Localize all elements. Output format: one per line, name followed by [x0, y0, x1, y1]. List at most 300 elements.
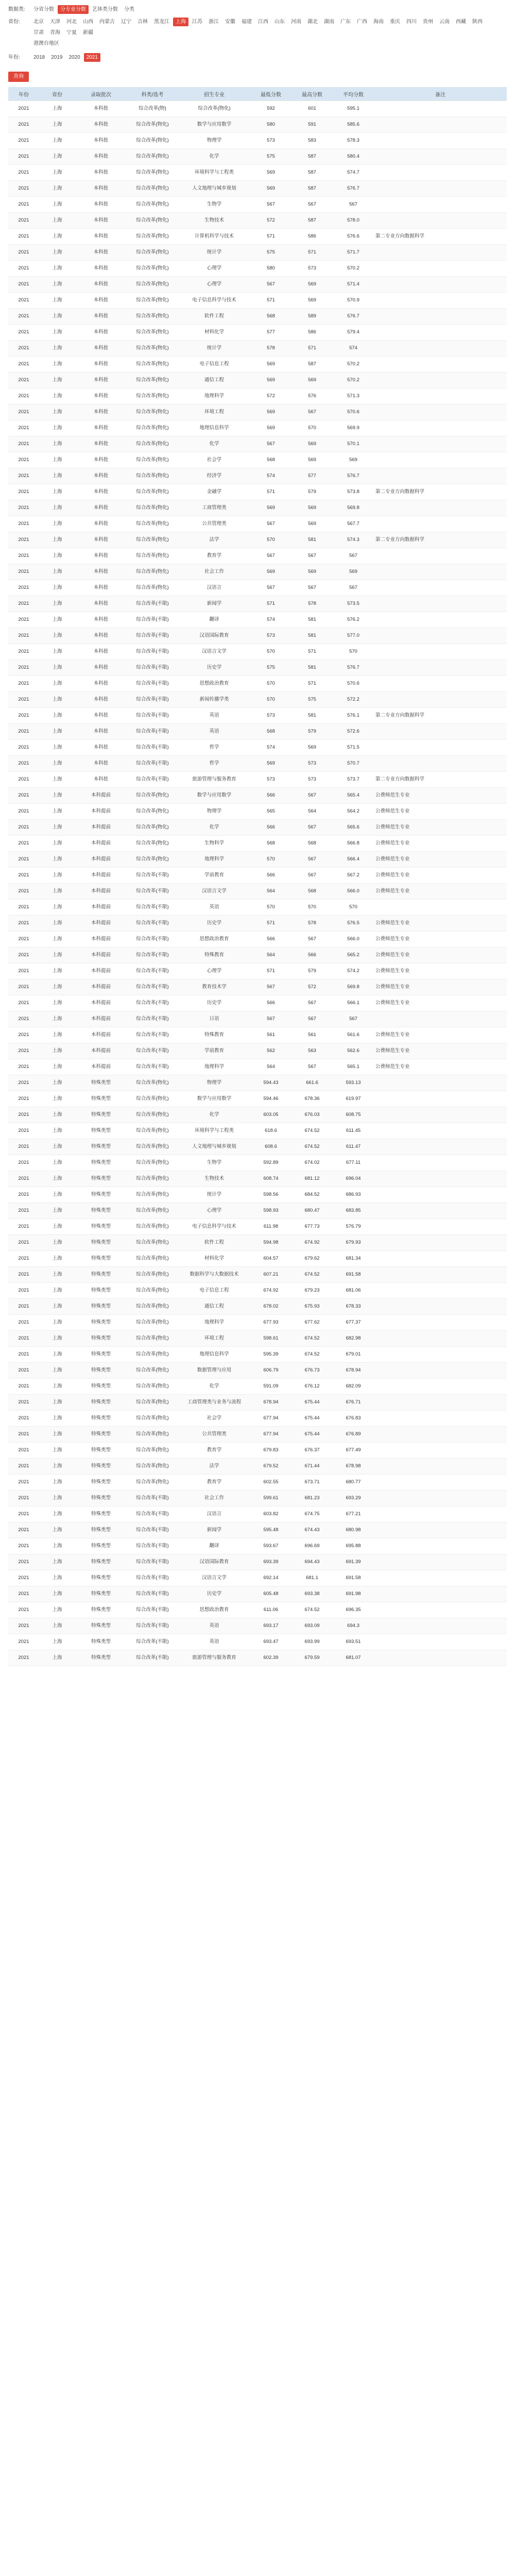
cell-note: 第二专业方向数据科学 [374, 229, 507, 245]
cell-max-score: 680.47 [291, 1203, 333, 1219]
cell-year: 2021 [8, 548, 39, 564]
table-row [8, 1187, 507, 1203]
cell-max-score: 573 [291, 261, 333, 277]
cell-subject-type: 综合改革(物化) [127, 564, 178, 580]
cell-province: 上海 [39, 229, 75, 245]
province-option[interactable]: 海南 [373, 19, 384, 25]
cell-major: 统计学 [178, 1187, 250, 1203]
cell-note: 公费师范生专业 [374, 995, 507, 1011]
cell-subject-type: 综合改革(不限) [127, 1490, 178, 1506]
filter-row-province [8, 18, 507, 50]
cell-max-score: 675.93 [291, 1299, 333, 1315]
cell-batch: 特殊类型 [75, 1219, 127, 1235]
province-option[interactable]: 黑龙江 [154, 19, 169, 25]
cell-subject-type: 综合改革(物化) [127, 293, 178, 309]
cell-batch: 本科批 [75, 772, 127, 788]
province-option[interactable]: 北京 [33, 19, 44, 25]
cell-province: 上海 [39, 979, 75, 995]
cell-year: 2021 [8, 1634, 39, 1650]
cell-subject-type: 综合改革(物化) [127, 500, 178, 516]
filter-row-type [8, 5, 507, 14]
table-row [8, 852, 507, 868]
cell-major: 数学与应用数学 [178, 1091, 250, 1107]
cell-subject-type: 综合改革(不限) [127, 1027, 178, 1043]
table-row [8, 1379, 507, 1395]
table-row [8, 277, 507, 293]
table-row [8, 1427, 507, 1443]
cell-province: 上海 [39, 868, 75, 884]
cell-avg-score: 576.1 [333, 708, 374, 724]
cell-avg-score: 571.7 [333, 245, 374, 261]
table-row [8, 1027, 507, 1043]
cell-min-score: 570 [250, 900, 291, 916]
cell-major: 旅游管理与服务教育 [178, 772, 250, 788]
cell-note [374, 149, 507, 165]
cell-major: 思想政治教育 [178, 931, 250, 947]
cell-max-score: 674.52 [291, 1123, 333, 1139]
cell-note [374, 452, 507, 468]
cell-avg-score: 566.1 [333, 995, 374, 1011]
cell-major: 地理信息科学 [178, 1347, 250, 1363]
cell-avg-score: 576.79 [333, 1219, 374, 1235]
province-option[interactable]: 吉林 [138, 19, 148, 25]
province-option[interactable]: 陕西 [472, 19, 483, 25]
cell-batch: 特殊类型 [75, 1123, 127, 1139]
cell-major: 学前教育 [178, 1043, 250, 1059]
cell-year: 2021 [8, 724, 39, 740]
cell-min-score: 577 [250, 325, 291, 341]
cell-batch: 特殊类型 [75, 1570, 127, 1586]
query-button[interactable]: 查询 [8, 72, 29, 82]
cell-year: 2021 [8, 1027, 39, 1043]
cell-note [374, 1554, 507, 1570]
table-row [8, 101, 507, 117]
cell-year: 2021 [8, 133, 39, 149]
cell-subject-type: 综合改革(物化) [127, 1139, 178, 1155]
cell-note [374, 1315, 507, 1331]
cell-avg-score: 681.06 [333, 1283, 374, 1299]
table-row [8, 931, 507, 947]
cell-year: 2021 [8, 1554, 39, 1570]
cell-max-score: 569 [291, 452, 333, 468]
table-row [8, 1363, 507, 1379]
cell-year: 2021 [8, 963, 39, 979]
cell-batch: 特殊类型 [75, 1235, 127, 1251]
cell-year: 2021 [8, 852, 39, 868]
province-option[interactable]: 上海 [173, 18, 188, 26]
province-option[interactable]: 辽宁 [121, 19, 131, 25]
cell-min-score: 580 [250, 261, 291, 277]
cell-major: 材料化学 [178, 1251, 250, 1267]
cell-min-score: 693.39 [250, 1554, 291, 1570]
cell-province: 上海 [39, 1650, 75, 1666]
cell-batch: 特殊类型 [75, 1379, 127, 1395]
province-option[interactable]: 新疆 [83, 30, 93, 36]
type-option[interactable]: 分类 [124, 7, 134, 12]
cell-province: 上海 [39, 772, 75, 788]
cell-max-score: 591 [291, 117, 333, 133]
cell-province: 上海 [39, 532, 75, 548]
cell-year: 2021 [8, 1203, 39, 1219]
filter-row-year [8, 53, 507, 62]
cell-major: 工商管理类与业务与流程 [178, 1395, 250, 1411]
cell-province: 上海 [39, 1379, 75, 1395]
cell-subject-type: 综合改革(不限) [127, 1011, 178, 1027]
cell-batch: 本科提前 [75, 1027, 127, 1043]
cell-note [374, 1395, 507, 1411]
cell-max-score: 671.44 [291, 1459, 333, 1475]
cell-note [374, 181, 507, 197]
province-option[interactable]: 江苏 [192, 19, 202, 25]
cell-avg-score: 565.4 [333, 788, 374, 804]
cell-province: 上海 [39, 708, 75, 724]
table-row [8, 1235, 507, 1251]
cell-note [374, 1331, 507, 1347]
cell-min-score: 567 [250, 277, 291, 293]
cell-major: 公共管理类 [178, 516, 250, 532]
cell-year: 2021 [8, 277, 39, 293]
type-option[interactable]: 分专业分数 [58, 5, 89, 14]
cell-max-score: 569 [291, 740, 333, 756]
cell-min-score: 569 [250, 372, 291, 388]
cell-province: 上海 [39, 197, 75, 213]
cell-min-score: 571 [250, 596, 291, 612]
cell-year: 2021 [8, 740, 39, 756]
table-row [8, 820, 507, 836]
cell-note [374, 1538, 507, 1554]
cell-max-score: 696.69 [291, 1538, 333, 1554]
cell-subject-type: 综合改革(不限) [127, 868, 178, 884]
cell-note [374, 628, 507, 644]
type-option[interactable]: 艺体类分数 [92, 7, 118, 12]
province-option[interactable]: 河北 [66, 19, 77, 25]
cell-subject-type: 综合改革(物化) [127, 804, 178, 820]
cell-major: 环境科学与工程类 [178, 165, 250, 181]
table-row [8, 261, 507, 277]
cell-min-score: 566 [250, 995, 291, 1011]
cell-batch: 特殊类型 [75, 1187, 127, 1203]
cell-province: 上海 [39, 1219, 75, 1235]
cell-note [374, 1459, 507, 1475]
cell-batch: 本科批 [75, 117, 127, 133]
province-option[interactable]: 云南 [439, 19, 450, 25]
table-row [8, 420, 507, 436]
cell-major: 历史学 [178, 1586, 250, 1602]
cell-max-score: 694.43 [291, 1554, 333, 1570]
cell-max-score: 571 [291, 245, 333, 261]
province-option[interactable]: 天津 [50, 19, 60, 25]
cell-major: 统计学 [178, 245, 250, 261]
cell-min-score: 569 [250, 181, 291, 197]
cell-min-score: 599.61 [250, 1490, 291, 1506]
cell-note [374, 133, 507, 149]
cell-max-score: 677.62 [291, 1315, 333, 1331]
cell-subject-type: 综合改革(物化) [127, 548, 178, 564]
cell-note [374, 580, 507, 596]
cell-province: 上海 [39, 1490, 75, 1506]
cell-batch: 本科批 [75, 436, 127, 452]
cell-min-score: 571 [250, 229, 291, 245]
cell-min-score: 594.46 [250, 1091, 291, 1107]
cell-avg-score: 676.89 [333, 1427, 374, 1443]
cell-note: 第二专业方向数据科学 [374, 708, 507, 724]
cell-max-score: 567 [291, 820, 333, 836]
cell-year: 2021 [8, 1011, 39, 1027]
cell-note: 公费师范生专业 [374, 1059, 507, 1075]
cell-min-score: 603.82 [250, 1506, 291, 1522]
cell-max-score: 673.71 [291, 1475, 333, 1490]
cell-major: 新闻学 [178, 596, 250, 612]
cell-major: 综合改革(物化) [178, 101, 250, 117]
cell-avg-score: 573.8 [333, 484, 374, 500]
cell-min-score: 678.94 [250, 1395, 291, 1411]
cell-subject-type: 综合改革(物化) [127, 420, 178, 436]
province-option-hmt[interactable]: 港澳台地区 [33, 41, 59, 46]
cell-min-score: 569 [250, 756, 291, 772]
table-row [8, 1395, 507, 1411]
cell-year: 2021 [8, 165, 39, 181]
cell-year: 2021 [8, 788, 39, 804]
cell-note: 公费师范生专业 [374, 916, 507, 931]
cell-major: 化学 [178, 149, 250, 165]
table-row [8, 1618, 507, 1634]
cell-province: 上海 [39, 564, 75, 580]
cell-subject-type: 综合改革(不限) [127, 772, 178, 788]
cell-avg-score: 569.8 [333, 500, 374, 516]
cell-province: 上海 [39, 1171, 75, 1187]
cell-province: 上海 [39, 580, 75, 596]
table-row [8, 1634, 507, 1650]
cell-avg-score: 566.4 [333, 852, 374, 868]
cell-province: 上海 [39, 900, 75, 916]
cell-min-score: 569 [250, 420, 291, 436]
cell-year: 2021 [8, 820, 39, 836]
province-option[interactable]: 西藏 [456, 19, 466, 25]
cell-avg-score: 676.71 [333, 1395, 374, 1411]
cell-min-score: 606.79 [250, 1363, 291, 1379]
cell-batch: 本科批 [75, 261, 127, 277]
cell-major: 地理科学 [178, 852, 250, 868]
table-body [8, 101, 507, 1666]
province-option[interactable]: 山东 [274, 19, 285, 25]
province-option[interactable]: 广东 [340, 19, 351, 25]
cell-year: 2021 [8, 1490, 39, 1506]
cell-batch: 本科批 [75, 644, 127, 660]
cell-major: 翻译 [178, 612, 250, 628]
cell-avg-score: 567 [333, 580, 374, 596]
table-header-row [8, 87, 507, 101]
cell-province: 上海 [39, 1602, 75, 1618]
table-row [8, 1251, 507, 1267]
cell-min-score: 679.52 [250, 1459, 291, 1475]
cell-max-score: 679.23 [291, 1283, 333, 1299]
table-row [8, 548, 507, 564]
cell-province: 上海 [39, 309, 75, 325]
province-option[interactable]: 安徽 [225, 19, 235, 25]
cell-min-score: 594.43 [250, 1075, 291, 1091]
year-option[interactable]: 2020 [68, 55, 80, 60]
cell-subject-type: 综合改革(物化) [127, 1171, 178, 1187]
province-option[interactable]: 内蒙古 [99, 19, 115, 25]
cell-note [374, 245, 507, 261]
table-row [8, 484, 507, 500]
province-option[interactable]: 山西 [83, 19, 93, 25]
cell-province: 上海 [39, 660, 75, 676]
cell-avg-score: 566.0 [333, 884, 374, 900]
cell-note: 公费师范生专业 [374, 979, 507, 995]
cell-note [374, 596, 507, 612]
filter-panel [0, 0, 515, 70]
cell-avg-score: 682.09 [333, 1379, 374, 1395]
cell-note [374, 420, 507, 436]
cell-major: 日语 [178, 1011, 250, 1027]
cell-max-score: 567 [291, 1011, 333, 1027]
province-option[interactable]: 宁夏 [66, 30, 77, 36]
year-option[interactable]: 2021 [84, 53, 100, 62]
cell-batch: 本科提前 [75, 884, 127, 900]
cell-min-score: 602.39 [250, 1650, 291, 1666]
table-row [8, 197, 507, 213]
cell-batch: 特殊类型 [75, 1443, 127, 1459]
province-option[interactable]: 四川 [406, 19, 417, 25]
cell-subject-type: 综合改革(不限) [127, 756, 178, 772]
cell-max-score: 693.38 [291, 1586, 333, 1602]
cell-year: 2021 [8, 516, 39, 532]
cell-note [374, 1251, 507, 1267]
province-option[interactable]: 湖南 [324, 19, 334, 25]
province-option[interactable]: 河南 [291, 19, 301, 25]
cell-min-score: 566 [250, 820, 291, 836]
cell-province: 上海 [39, 1538, 75, 1554]
cell-note [374, 500, 507, 516]
cell-min-score: 574 [250, 612, 291, 628]
cell-avg-score: 576.7 [333, 660, 374, 676]
cell-batch: 本科批 [75, 484, 127, 500]
cell-note: 公费师范生专业 [374, 852, 507, 868]
cell-batch: 本科批 [75, 404, 127, 420]
cell-major: 英语 [178, 1634, 250, 1650]
province-option[interactable]: 福建 [242, 19, 252, 25]
cell-subject-type: 综合改革(物化) [127, 1299, 178, 1315]
cell-avg-score: 595.1 [333, 101, 374, 117]
cell-year: 2021 [8, 452, 39, 468]
cell-avg-score: 608.75 [333, 1107, 374, 1123]
cell-year: 2021 [8, 1283, 39, 1299]
cell-max-score: 569 [291, 293, 333, 309]
cell-avg-score: 678.94 [333, 1363, 374, 1379]
cell-min-score: 570 [250, 692, 291, 708]
cell-max-score: 587 [291, 149, 333, 165]
cell-subject-type: 综合改革(不限) [127, 1602, 178, 1618]
cell-province: 上海 [39, 1091, 75, 1107]
cell-subject-type: 综合改革(物化) [127, 1107, 178, 1123]
cell-min-score: 595.48 [250, 1522, 291, 1538]
province-option[interactable]: 浙江 [209, 19, 219, 25]
cell-batch: 本科批 [75, 676, 127, 692]
cell-min-score: 580 [250, 117, 291, 133]
cell-batch: 特殊类型 [75, 1155, 127, 1171]
cell-subject-type: 综合改革(物化) [127, 836, 178, 852]
table-row [8, 245, 507, 261]
province-option[interactable]: 湖北 [307, 19, 318, 25]
cell-min-score: 604.57 [250, 1251, 291, 1267]
cell-subject-type: 综合改革(物化) [127, 788, 178, 804]
cell-province: 上海 [39, 628, 75, 644]
cell-avg-score: 619.97 [333, 1091, 374, 1107]
cell-province: 上海 [39, 165, 75, 181]
year-option[interactable]: 2018 [33, 55, 45, 60]
table-row [8, 1059, 507, 1075]
cell-note [374, 1506, 507, 1522]
cell-major: 地理科学 [178, 1315, 250, 1331]
cell-year: 2021 [8, 1331, 39, 1347]
cell-subject-type: 综合改革(不限) [127, 628, 178, 644]
cell-note [374, 676, 507, 692]
cell-batch: 特殊类型 [75, 1203, 127, 1219]
cell-min-score: 578 [250, 341, 291, 357]
table-row [8, 772, 507, 788]
cell-min-score: 573 [250, 708, 291, 724]
cell-subject-type: 综合改革(物化) [127, 165, 178, 181]
cell-min-score: 693.17 [250, 1618, 291, 1634]
type-option[interactable]: 分省分数 [33, 7, 54, 12]
cell-batch: 特殊类型 [75, 1107, 127, 1123]
table-row [8, 1155, 507, 1171]
cell-min-score: 567 [250, 580, 291, 596]
cell-batch: 本科批 [75, 388, 127, 404]
cell-subject-type: 综合改革(不限) [127, 916, 178, 931]
cell-year: 2021 [8, 1538, 39, 1554]
year-option[interactable]: 2019 [51, 55, 63, 60]
province-option[interactable]: 贵州 [423, 19, 433, 25]
cell-year: 2021 [8, 580, 39, 596]
cell-batch: 特殊类型 [75, 1459, 127, 1475]
cell-min-score: 571 [250, 293, 291, 309]
cell-batch: 特殊类型 [75, 1538, 127, 1554]
cell-batch: 本科提前 [75, 1059, 127, 1075]
cell-year: 2021 [8, 979, 39, 995]
table-row [8, 1570, 507, 1586]
cell-avg-score: 696.04 [333, 1171, 374, 1187]
cell-year: 2021 [8, 372, 39, 388]
cell-subject-type: 综合改革(不限) [127, 963, 178, 979]
cell-note [374, 1235, 507, 1251]
cell-min-score: 570 [250, 852, 291, 868]
cell-major: 软件工程 [178, 1235, 250, 1251]
cell-avg-score: 680.77 [333, 1475, 374, 1490]
cell-avg-score: 694.3 [333, 1618, 374, 1634]
province-option[interactable]: 江西 [258, 19, 268, 25]
cell-major: 人文地理与城乡规划 [178, 181, 250, 197]
table-row [8, 1475, 507, 1490]
cell-min-score: 674.92 [250, 1283, 291, 1299]
province-option[interactable]: 重庆 [390, 19, 400, 25]
province-option[interactable]: 广西 [357, 19, 367, 25]
cell-subject-type: 综合改革(物化) [127, 1331, 178, 1347]
cell-note [374, 1650, 507, 1666]
cell-subject-type: 综合改革(物化) [127, 1459, 178, 1475]
table-row [8, 1219, 507, 1235]
cell-max-score: 571 [291, 341, 333, 357]
cell-avg-score: 686.93 [333, 1187, 374, 1203]
cell-max-score: 564 [291, 804, 333, 820]
cell-batch: 本科批 [75, 500, 127, 516]
province-option[interactable]: 青海 [50, 30, 60, 36]
cell-major: 数据管理与应用 [178, 1363, 250, 1379]
province-option[interactable]: 甘肃 [33, 30, 44, 36]
cell-major: 哲学 [178, 740, 250, 756]
cell-max-score: 571 [291, 676, 333, 692]
